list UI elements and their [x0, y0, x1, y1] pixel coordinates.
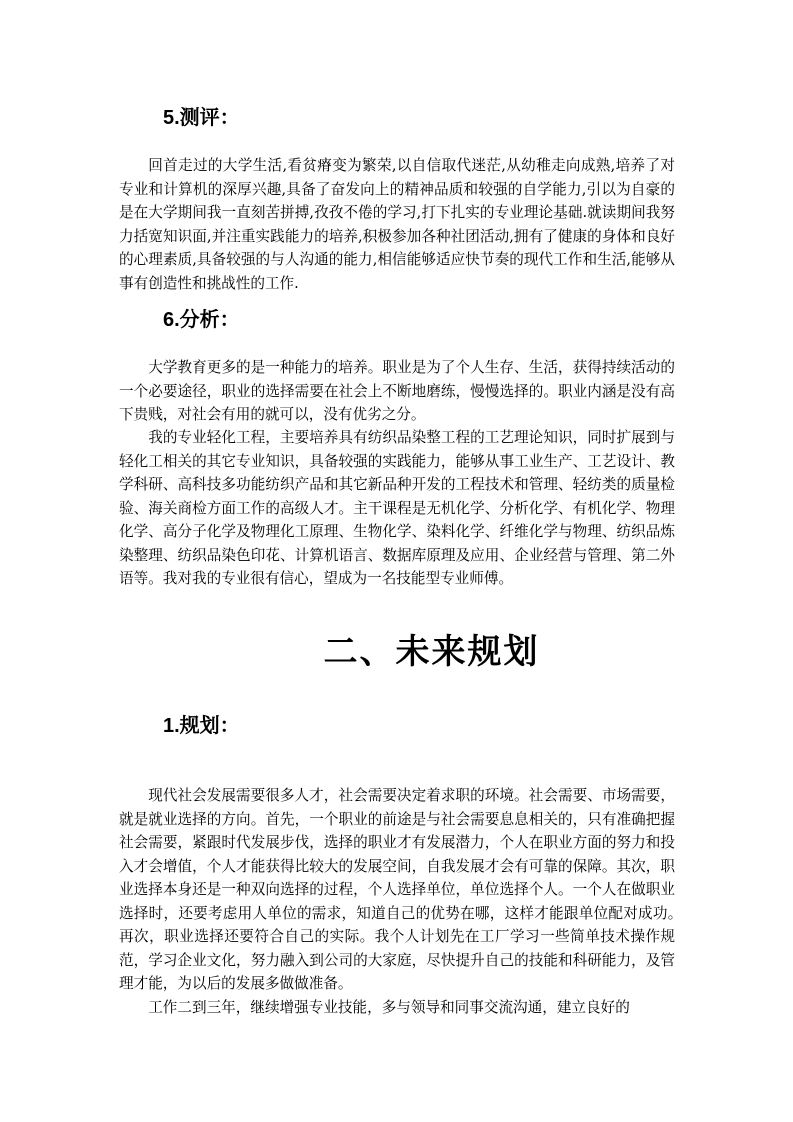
section-heading-analysis: 6.分析：	[163, 309, 240, 331]
plan-paragraph-1: 现代社会发展需要很多人才，社会需要决定着求职的环境。社会需要、市场需要，就是就业选择的方向。首先，一个职业的前途是与社会需要息息相关的，只有准确把握社会需要，紧跟时代发展步伐，选择的职业才有发展潜力，个人在职业方面的努力和投入才会增值，个人才能获得比较大的发展空间，自我发展才会有可靠的保障。其次，职业选择本身还是一种双向选择的过程，个人选择单位，单位选择个人。一个人在做职业选择时，还要考虑用人单位的需求，知道自己的优势在哪，这样才能跟单位配对成功。 再次，职业选择还要符合自己的实际。我个人计划先在工厂学习一些简单技术操作规范，学习企业文化，努力融入到公司的大家庭，尽快提升自己的技能和科研能力，及管理才能，为以后的发展多做做准备。	[119, 787, 690, 992]
plan-paragraph-2: 工作二到三年，继续增强专业技能，多与领导和同事交流沟通，建立良好的	[148, 999, 630, 1016]
section-heading-plan: 1.规划：	[163, 715, 240, 737]
analysis-paragraph-2: 我的专业轻化工程，主要培养具有纺织品染整工程的工艺理论知识，同时扩展到与轻化工相关的其它专业知识，具备较强的实践能力，能够从事工业生产、工艺设计、教学科研、高科技多功能纺织产品和其它新品种开发的工程技术和管理、轻纺类的质量检验、海关商检方面工作的高级人才。主干课程是无机化学、分析化学、有机化学、物理化学、高分子化学及物理化工原理、生物化学、染料化学、纤维化学与物理、纺织品炼染整理、纺织品染色印花、计算机语言、数据库原理及应用、企业经营与管理、第二外语等。我对我的专业很有信心，望成为一名技能型专业师傅。	[119, 429, 675, 587]
chapter-title-future-plan: 二、未来规划	[323, 632, 540, 672]
analysis-paragraph-1: 大学教育更多的是一种能力的培养。职业是为了个人生存、生活，获得持续活动的一个必要途径，职业的选择需要在社会上不断地磨练，慢慢选择的。职业内涵是没有高下贵贱，对社会有用的就可以，没有优劣之分。	[119, 359, 675, 423]
evaluation-paragraph: 回首走过的大学生活,看贫瘠变为繁荣,以自信取代迷茫,从幼稚走向成熟,培养了对专业和计算机的深厚兴趣,具备了奋发向上的精神品质和较强的自学能力,引以为自豪的是在大学期间我一直刻苦拼搏,孜孜不倦的学习,打下扎实的专业理论基础.就读期间我努力括宽知识面,并注重实践能力的培养,积极参加各种社团活动,拥有了健康的身体和良好的心理素质,具备较强的与人沟通的能力,相信能够适应快节奏的现代工作和生活,能够从事有创造性和挑战性的工作.	[119, 157, 675, 292]
section-heading-evaluation: 5.测评：	[163, 107, 240, 129]
